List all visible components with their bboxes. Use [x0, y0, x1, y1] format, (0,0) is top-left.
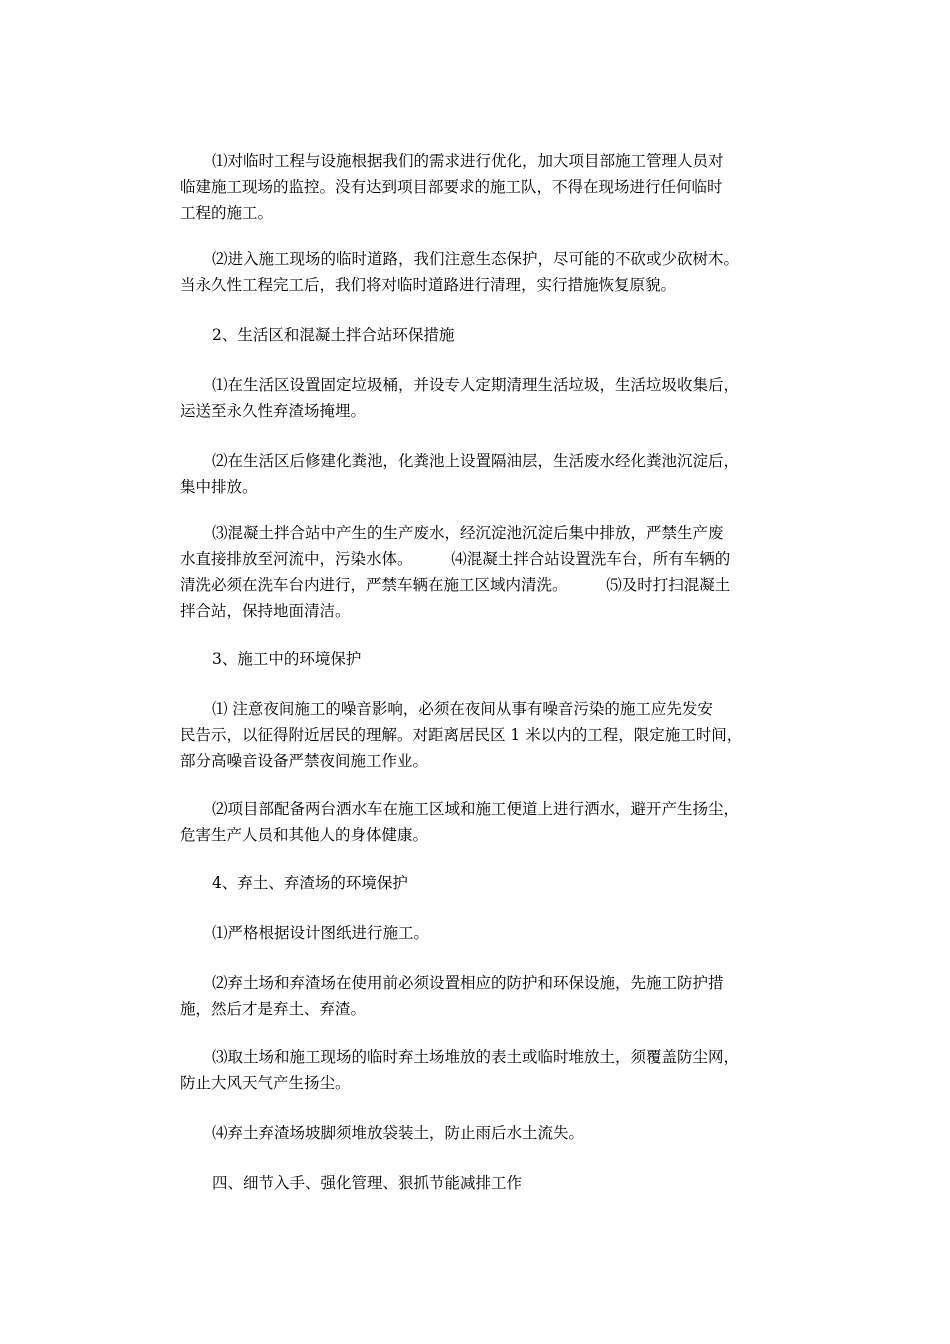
text-line: ⑶混凝土拌合站中产生的生产废水，经沉淀池沉淀后集中排放，严禁生产废 — [212, 524, 724, 542]
paragraph-protection-facilities — [180, 970, 780, 1022]
text-line: 部分高噪音设备严禁夜间施工作业。 — [180, 752, 429, 770]
paragraph-design-drawings — [180, 920, 780, 946]
text-line: 运送至永久性弃渣场掩埋。 — [180, 402, 367, 420]
text-line: ⑵在生活区后修建化粪池，化粪池上设置隔油层，生活废水经化粪池沉淀后， — [212, 452, 740, 470]
text-line: 拌合站，保持地面清洁。 — [180, 602, 351, 620]
text-line: 防止大风天气产生扬尘。 — [180, 1074, 351, 1092]
text-line: 水直接排放至河流中，污染水体。 ⑷混凝土拌合站设置洗车台，所有车辆的 — [180, 550, 731, 568]
text-line: ⑵项目部配备两台洒水车在施工区域和施工便道上进行洒水，避开产生扬尘， — [212, 800, 740, 818]
section-heading-living-area: 2、生活区和混凝土拌合站环保措施 — [212, 326, 455, 344]
text-line: 施，然后才是弃土、弃渣。 — [180, 1000, 367, 1018]
text-line: 集中排放。 — [180, 478, 258, 496]
text-line: ⑶取土场和施工现场的临时弃土场堆放的表土或临时堆放土，须覆盖防尘网， — [212, 1048, 740, 1066]
text-line: 临建施工现场的监控。没有达到项目部要求的施工队，不得在现场进行任何临时 — [180, 178, 723, 196]
paragraph-dust-net — [180, 1044, 780, 1096]
text-line: 危害生产人员和其他人的身体健康。 — [180, 826, 429, 844]
text-line: 清洗必须在洗车台内进行，严禁车辆在施工区域内清洗。 ⑸及时打扫混凝土 — [180, 576, 731, 594]
text-line: 民告示，以征得附近居民的理解。对距离居民区 1 米以内的工程，限定施工时间， — [180, 726, 743, 744]
paragraph-water-trucks — [180, 796, 780, 848]
text-line: ⑵弃土场和弃渣场在使用前必须设置相应的防护和环保设施，先施工防护措 — [212, 974, 724, 992]
section-heading-energy-saving: 四、细节入手、强化管理、狠抓节能减排工作 — [212, 1174, 523, 1192]
section-heading-spoil-ground: 4、弃土、弃渣场的环境保护 — [212, 874, 408, 892]
text-line: ⑴严格根据设计图纸进行施工。 — [212, 924, 430, 942]
text-line: ⑷弃土弃渣场坡脚须堆放袋装土，防止雨后水土流失。 — [212, 1124, 585, 1142]
paragraph-mixing-station — [180, 520, 780, 624]
text-line: ⑴在生活区设置固定垃圾桶，并设专人定期清理生活垃圾，生活垃圾收集后， — [212, 376, 740, 394]
paragraph-septic-tank — [180, 448, 780, 500]
paragraph-sandbags — [180, 1120, 780, 1146]
paragraph-temporary-roads — [180, 246, 780, 298]
paragraph-garbage — [180, 372, 780, 424]
text-line: ⑴对临时工程与设施根据我们的需求进行优化，加大项目部施工管理人员对 — [212, 152, 724, 170]
text-line: 工程的施工。 — [180, 204, 274, 222]
text-line: ⑴ 注意夜间施工的噪音影响，必须在夜间从事有噪音污染的施工应先发安 — [212, 700, 713, 718]
paragraph-temporary-works — [180, 148, 780, 226]
text-line: ⑵进入施工现场的临时道路，我们注意生态保护，尽可能的不砍或少砍树木。 — [212, 250, 740, 268]
paragraph-noise — [180, 696, 780, 774]
text-line: 当永久性工程完工后，我们将对临时道路进行清理，实行措施恢复原貌。 — [180, 276, 677, 294]
section-heading-construction-environment: 3、施工中的环境保护 — [212, 650, 362, 668]
